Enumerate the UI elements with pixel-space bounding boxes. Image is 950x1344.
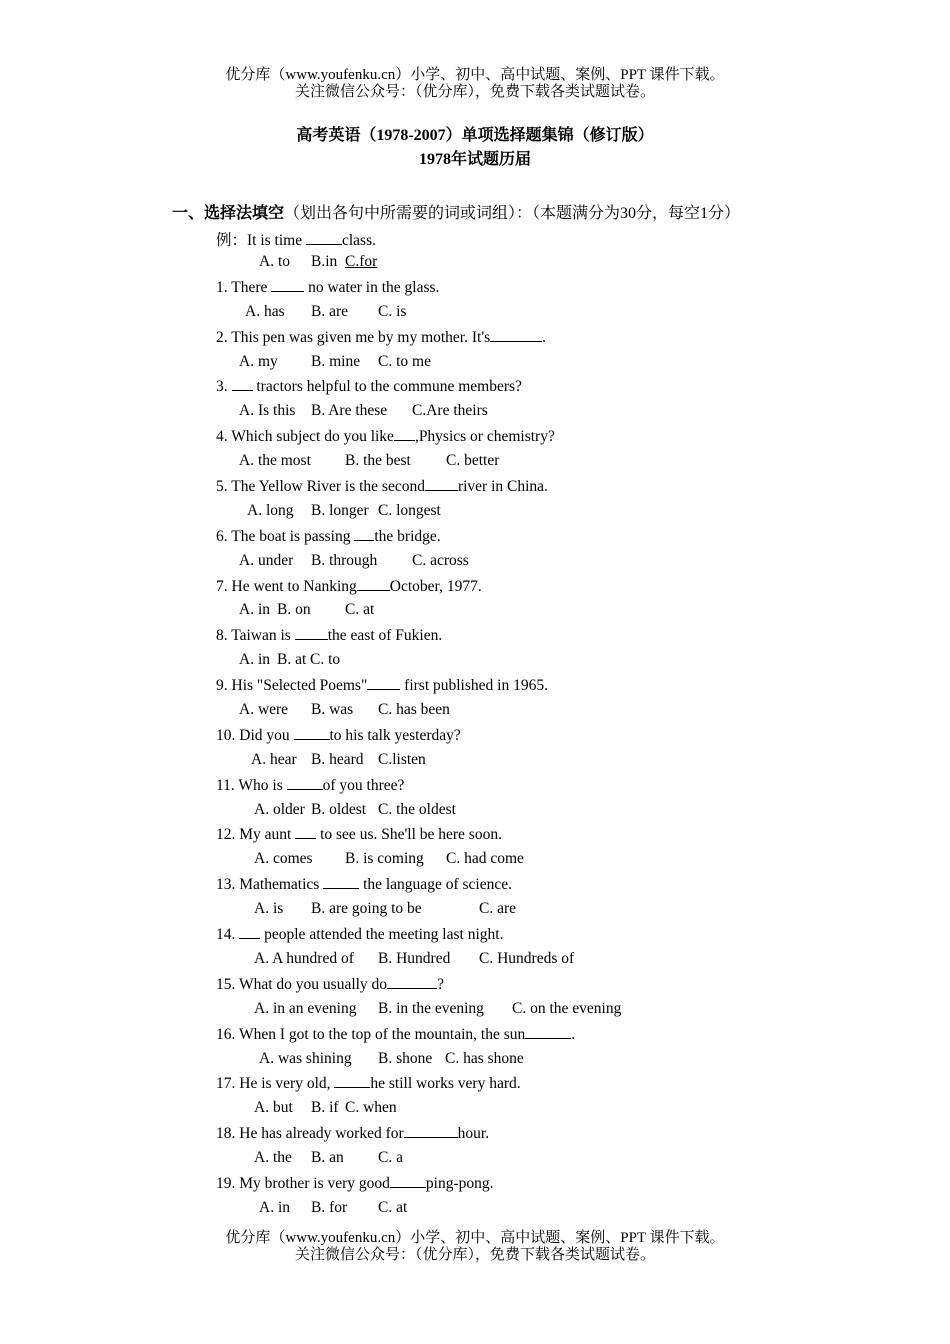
answer-option: C. at [345, 601, 375, 618]
question-15 [216, 975, 444, 994]
answer-option: B. mine [311, 353, 361, 370]
question-15-options [254, 1000, 622, 1018]
question-12-options [254, 850, 524, 868]
question-text: 5. The Yellow River is the second [216, 478, 425, 495]
answer-option: A. Is this [239, 402, 296, 419]
answer-option: B. was [311, 701, 354, 718]
question-4-options [239, 452, 500, 470]
answer-option: B. heard [311, 751, 364, 768]
answer-blank [323, 875, 359, 889]
answer-option: C. are [479, 900, 517, 917]
answer-blank [354, 527, 374, 541]
example-option-a: A. to [259, 253, 290, 270]
question-3 [216, 377, 522, 396]
question-text: class. [341, 232, 376, 249]
answer-blank [367, 676, 400, 690]
answer-option: B. in the evening [378, 1000, 484, 1017]
question-text: . [542, 329, 547, 346]
question-text: of you three? [322, 777, 405, 794]
header-line-2: 关注微信公众号：（优分库），免费下载各类试题试卷。 [294, 84, 655, 100]
question-text: 6. The boat is passing [216, 528, 355, 545]
question-text: 15. What do you usually do [216, 976, 388, 993]
answer-option: C. across [412, 552, 469, 569]
question-19-options [259, 1199, 408, 1217]
question-7-options [239, 601, 375, 619]
answer-blank [387, 975, 437, 989]
question-19 [216, 1174, 494, 1193]
answer-option: A. in [239, 651, 270, 668]
answer-option: B. for [311, 1199, 348, 1216]
answer-option: C. has been [378, 701, 450, 718]
answer-option: A. the most [239, 452, 311, 469]
section-heading [172, 200, 740, 223]
answer-blank [287, 776, 323, 790]
answer-option: C. to [310, 651, 341, 668]
answer-blank [525, 1025, 571, 1039]
question-text: ,Physics or chemistry? [414, 428, 555, 445]
answer-option: C.listen [378, 751, 426, 768]
answer-option: C. has shone [445, 1050, 524, 1067]
question-9-options [239, 701, 450, 719]
answer-option: A. was shining [259, 1050, 352, 1067]
answer-option: A. in an evening [254, 1000, 357, 1017]
question-text: 3. [216, 378, 232, 395]
answer-option: A. under [239, 552, 294, 569]
answer-option: A. comes [254, 850, 313, 867]
question-13-options [254, 900, 517, 918]
question-18-options [254, 1149, 403, 1167]
question-6-options [239, 552, 469, 570]
question-text: 11. Who is [216, 777, 287, 794]
question-text: river in China. [457, 478, 548, 495]
question-13 [216, 875, 512, 894]
question-text: ping-pong. [425, 1175, 494, 1192]
question-11-options [254, 801, 456, 819]
question-6 [216, 527, 441, 546]
question-1 [216, 278, 439, 297]
section-description: （划出各句中所需要的词或词组）：（本题满分为30分，每空1分） [284, 205, 741, 222]
question-text: 19. My brother is very good [216, 1175, 390, 1192]
answer-option: C. had come [446, 850, 524, 867]
question-8 [216, 626, 442, 645]
answer-blank [271, 278, 304, 292]
answer-blank [295, 626, 328, 640]
question-10 [216, 726, 461, 745]
answer-option: C.Are theirs [412, 402, 488, 419]
question-text: 7. He went to Nanking [216, 578, 357, 595]
question-text: the east of Fukien. [327, 627, 443, 644]
section-label: 一、选择法填空 [172, 205, 285, 222]
document-title [0, 124, 950, 172]
answer-option: C. better [446, 452, 500, 469]
footer-line-1: 优分库（www.youfenku.cn）小学、初中、高中试题、案例、PPT 课件下载。 [225, 1230, 725, 1246]
answer-option: C. when [345, 1099, 397, 1116]
question-text: 16. When I got to the top of the mountain, the sun [216, 1026, 526, 1043]
example-option-b: B.in [311, 253, 338, 270]
question-17-options [254, 1099, 397, 1117]
answer-option: C. at [378, 1199, 408, 1216]
question-text: 8. Taiwan is [216, 627, 295, 644]
question-16-options [259, 1050, 524, 1068]
question-12 [216, 825, 502, 844]
title-main: 高考英语（1978-2007）单项选择题集锦（修订版） [296, 127, 654, 144]
question-text: 10. Did you [216, 727, 294, 744]
answer-option: A. the [254, 1149, 292, 1166]
question-17 [216, 1074, 521, 1093]
answer-option: B. longer [311, 502, 369, 519]
question-text: he still works very hard. [370, 1075, 521, 1092]
example-option-c: C.for [345, 253, 378, 270]
question-4 [216, 427, 555, 446]
answer-blank [306, 231, 342, 245]
question-8-options [239, 651, 341, 669]
question-3-options [239, 402, 488, 420]
answer-option: B. oldest [311, 801, 367, 818]
answer-option: A. is [254, 900, 284, 917]
answer-blank [390, 1174, 426, 1188]
answer-blank [295, 825, 316, 839]
answer-option: B. are [311, 303, 349, 320]
title-sub: 1978年试题历届 [418, 151, 531, 168]
answer-option: B. an [311, 1149, 344, 1166]
question-9 [216, 676, 548, 695]
answer-blank [232, 377, 253, 391]
question-16 [216, 1025, 575, 1044]
question-10-options [251, 751, 426, 769]
answer-option: B. Are these [311, 402, 388, 419]
answer-blank [239, 925, 260, 939]
answer-blank [357, 577, 390, 591]
question-text: to see us. She'll be here soon. [316, 826, 502, 843]
answer-option: B. shone [378, 1050, 433, 1067]
answer-option: B. at [277, 651, 307, 668]
answer-option: C. a [378, 1149, 403, 1166]
question-text: people attended the meeting last night. [260, 926, 504, 943]
answer-option: C. is [378, 303, 407, 320]
question-text: 例：It is time [216, 232, 306, 249]
question-text: 13. Mathematics [216, 876, 324, 893]
question-text: the bridge. [374, 528, 441, 545]
answer-option: A. older [254, 801, 305, 818]
answer-blank [425, 477, 458, 491]
question-text: to his talk yesterday? [329, 727, 461, 744]
question-5 [216, 477, 548, 496]
question-1-options [245, 303, 407, 321]
answer-option: C. the oldest [378, 801, 456, 818]
question-11 [216, 776, 404, 795]
question-2 [216, 328, 546, 347]
answer-option: A. long [247, 502, 294, 519]
footer-line-2: 关注微信公众号：（优分库），免费下载各类试题试卷。 [294, 1247, 655, 1263]
question-text: 9. His "Selected Poems" [216, 677, 368, 694]
header-line-1: 优分库（www.youfenku.cn）小学、初中、高中试题、案例、PPT 课件下载。 [225, 67, 725, 83]
answer-option: B. are going to be [311, 900, 422, 917]
answer-option: C. to me [378, 353, 431, 370]
answer-blank [334, 1074, 370, 1088]
answer-option: C. Hundreds of [479, 950, 575, 967]
example-options [259, 253, 378, 271]
page-header [0, 67, 950, 101]
question-text: October, 1977. [389, 578, 482, 595]
question-text: first published in 1965. [400, 677, 548, 694]
question-14 [216, 925, 503, 944]
answer-blank [404, 1124, 458, 1138]
question-14-options [254, 950, 575, 968]
question-text: 2. This pen was given me by my mother. It's [216, 329, 491, 346]
question-text: 4. Which subject do you like [216, 428, 394, 445]
answer-blank [294, 726, 330, 740]
answer-option: C. longest [378, 502, 441, 519]
question-text: the language of science. [359, 876, 512, 893]
answer-blank [394, 427, 415, 441]
question-text: 18. He has already worked for [216, 1125, 404, 1142]
question-text: hour. [457, 1125, 490, 1142]
answer-option: A. my [239, 353, 278, 370]
question-7 [216, 577, 482, 596]
answer-option: C. on the evening [512, 1000, 622, 1017]
answer-option: A. has [245, 303, 285, 320]
question-text: tractors helpful to the commune members? [252, 378, 522, 395]
question-2-options [239, 353, 431, 371]
answer-option: B. Hundred [378, 950, 451, 967]
question-text: 14. [216, 926, 240, 943]
answer-option: B. the best [345, 452, 411, 469]
example-question [216, 228, 376, 250]
answer-option: A. but [254, 1099, 293, 1116]
answer-option: B. is coming [345, 850, 424, 867]
question-text: 17. He is very old, [216, 1075, 335, 1092]
question-text: 12. My aunt [216, 826, 296, 843]
question-18 [216, 1124, 489, 1143]
question-5-options [247, 502, 441, 520]
answer-option: B. if [311, 1099, 339, 1116]
answer-option: B. through [311, 552, 378, 569]
answer-option: B. on [277, 601, 311, 618]
question-text: . [571, 1026, 576, 1043]
page-footer [0, 1230, 950, 1264]
question-text: 1. There [216, 279, 272, 296]
answer-blank [490, 328, 542, 342]
answer-option: A. hear [251, 751, 297, 768]
answer-option: A. were [239, 701, 289, 718]
answer-option: A. A hundred of [254, 950, 354, 967]
question-text: no water in the glass. [304, 279, 440, 296]
answer-option: A. in [239, 601, 270, 618]
question-text: ? [437, 976, 444, 993]
answer-option: A. in [259, 1199, 290, 1216]
